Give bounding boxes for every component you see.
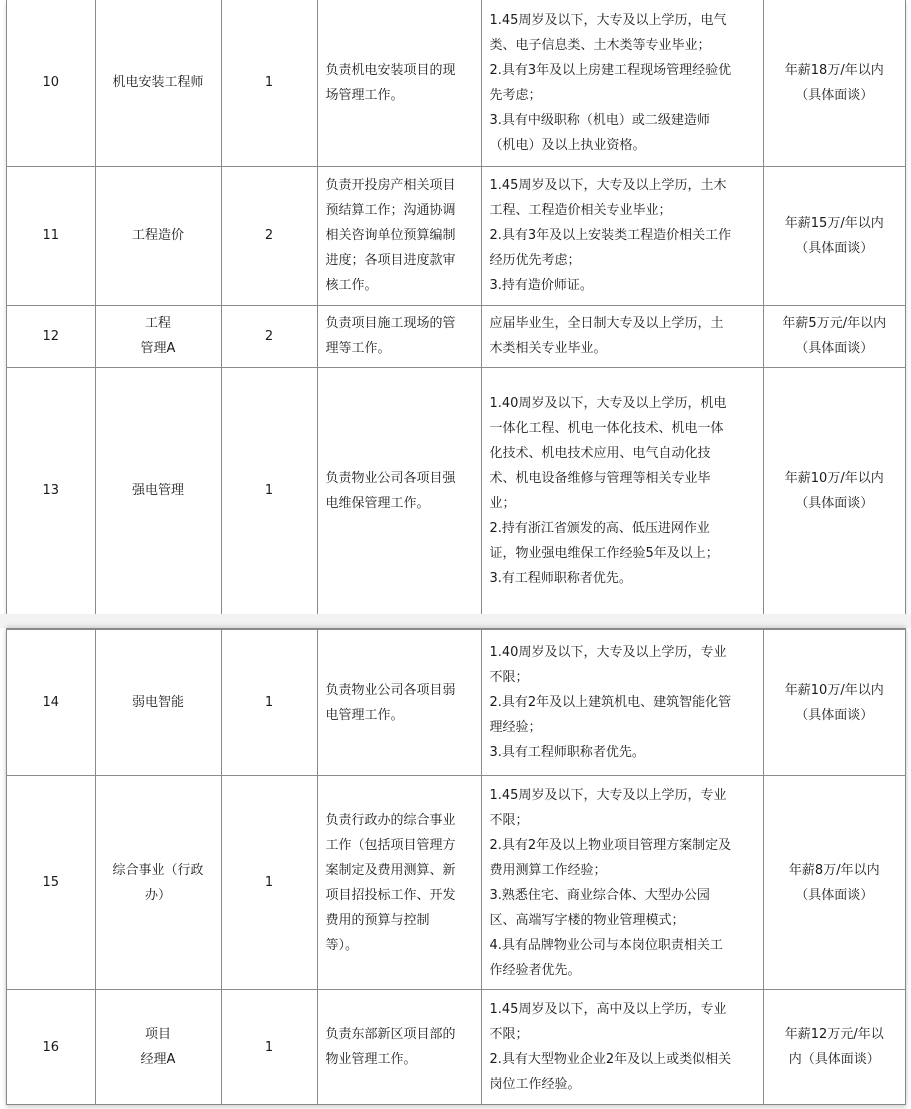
cell-requirements-line: 化技术、机电技术应用、电气自动化技: [489, 445, 711, 461]
cell-number: 15: [7, 776, 95, 990]
cell-requirements-line: 术、机电设备维修与管理等相关专业毕: [489, 470, 711, 486]
cell-requirements-line: 应届毕业生，全日制大专及以上学历，土: [489, 316, 724, 331]
cell-salary-line: 年薪5万元/年以内: [782, 316, 887, 331]
cell-requirements-line: 类、电子信息类、土木类等专业毕业；: [489, 37, 711, 53]
cell-salary: [763, 0, 905, 166]
cell-requirements: [481, 990, 763, 1105]
cell-headcount: 1: [221, 990, 317, 1105]
cell-duty-line: 进度；各项目进度款审: [325, 253, 456, 268]
cell-duty-line: 案制定及费用测算、新: [325, 862, 456, 878]
cell-duty: [317, 367, 481, 614]
cell-requirements-line: 先考虑；: [489, 87, 542, 103]
cell-position-line: 弱电智能: [131, 695, 184, 710]
cell-position-line: 项目: [144, 1027, 171, 1043]
page-gap: [0, 614, 911, 628]
cell-number: 16: [7, 990, 95, 1105]
cell-requirements: [481, 776, 763, 990]
cell-salary-line: 年薪12万元/年以: [784, 1027, 884, 1043]
cell-duty-line: 负责物业公司各项目强: [325, 470, 456, 486]
cell-salary-line: 年薪10万/年以内: [784, 470, 884, 486]
cell-requirements-line: 3.具有工程师职称者优先。: [489, 745, 645, 760]
cell-position: [95, 166, 221, 305]
cell-duty: [317, 776, 481, 990]
cell-duty-line: 负责物业公司各项目弱: [325, 682, 456, 698]
cell-requirements-line: 2.具有2年及以上物业项目管理方案制定及: [489, 837, 732, 853]
cell-position-line: 综合事业（行政: [112, 862, 204, 878]
cell-requirements-line: 经历优先考虑；: [489, 253, 581, 268]
cell-requirements-line: 工程、工程造价相关专业毕业；: [489, 203, 672, 218]
cell-salary: [763, 630, 905, 776]
cell-requirements-line: 木类相关专业毕业。: [489, 341, 607, 356]
cell-salary: [763, 305, 905, 367]
cell-requirements-line: 1.40周岁及以下，大专及以上学历，机电: [489, 395, 727, 411]
cell-requirements-line: 费用测算工作经验；: [489, 862, 607, 878]
cell-requirements-line: 3.具有中级职称（机电）或二级建造师: [489, 112, 710, 128]
job-table-top: [7, 0, 905, 615]
table-row: [7, 990, 905, 1105]
table-row: [7, 367, 905, 614]
cell-requirements-line: 1.45周岁及以下，大专及以上学历，专业: [489, 787, 727, 803]
cell-salary-line: 年薪18万/年以内: [784, 62, 884, 78]
table-row: [7, 166, 905, 305]
cell-requirements: [481, 305, 763, 367]
cell-requirements-line: 3.有工程师职称者优先。: [489, 570, 632, 586]
cell-duty-line: 核工作。: [325, 278, 378, 293]
cell-salary-line: 内（具体面谈）: [788, 1052, 880, 1068]
cell-duty-line: 预结算工作；沟通协调: [325, 203, 456, 218]
cell-requirements-line: 2.持有浙江省颁发的高、低压进网作业: [489, 520, 710, 536]
cell-position-line: 工程: [144, 316, 171, 331]
cell-position-line: 办）: [144, 887, 171, 903]
cell-requirements-line: 1.45周岁及以下，大专及以上学历，土木: [489, 178, 727, 193]
cell-position-line: 工程造价: [131, 228, 184, 243]
cell-headcount: 2: [221, 305, 317, 367]
cell-duty-line: 费用的预算与控制: [325, 912, 430, 928]
cell-number: 14: [7, 630, 95, 776]
cell-duty-line: 工作（包括项目管理方: [325, 837, 456, 853]
cell-requirements-line: 理经验；: [489, 720, 542, 735]
cell-requirements-line: 3.熟悉住宅、商业综合体、大型办公园: [489, 887, 710, 903]
cell-requirements-line: 2.具有大型物业企业2年及以上或类似相关: [489, 1052, 732, 1068]
cell-position-line: 经理A: [140, 1052, 176, 1068]
cell-requirements-line: 1.40周岁及以下，大专及以上学历，专业: [489, 645, 727, 660]
cell-headcount: 1: [221, 0, 317, 166]
cell-requirements-line: 作经验者优先。: [489, 962, 581, 978]
cell-position: [95, 776, 221, 990]
table-row: [7, 305, 905, 367]
cell-salary-line: （具体面谈）: [795, 495, 874, 511]
cell-duty-line: 电维保管理工作。: [325, 495, 430, 511]
cell-requirements-line: 不限；: [489, 1027, 529, 1043]
cell-requirements-line: 不限；: [489, 812, 529, 828]
cell-requirements-line: 不限；: [489, 670, 529, 685]
cell-position-line: 管理A: [140, 341, 176, 356]
cell-headcount: 1: [221, 367, 317, 614]
cell-duty: [317, 305, 481, 367]
table-row: [7, 630, 905, 776]
cell-headcount: 1: [221, 630, 317, 776]
cell-requirements-line: （机电）及以上执业资格。: [489, 137, 646, 153]
cell-duty-line: 项目招投标工作、开发: [325, 887, 456, 903]
cell-requirements-line: 2.具有3年及以上房建工程现场管理经验优: [489, 62, 732, 78]
cell-requirements-line: 证，物业强电维保工作经验5年及以上；: [489, 545, 719, 561]
cell-salary: [763, 166, 905, 305]
cell-salary-line: （具体面谈）: [795, 707, 874, 723]
cell-duty: [317, 0, 481, 166]
cell-salary: [763, 990, 905, 1105]
cell-salary: [763, 367, 905, 614]
cell-salary-line: （具体面谈）: [795, 341, 874, 356]
cell-position-line: 强电管理: [131, 483, 184, 498]
cell-requirements-line: 业；: [489, 495, 516, 511]
cell-requirements-line: 1.45周岁及以下，高中及以上学历，专业: [489, 1002, 727, 1018]
cell-salary-line: 年薪10万/年以内: [784, 682, 884, 698]
cell-requirements-line: 区、高端写字楼的物业管理模式；: [489, 912, 685, 928]
table-block-bottom: [6, 628, 906, 1105]
cell-duty-line: 负责项目施工现场的管: [325, 316, 456, 331]
cell-duty-line: 负责开投房产相关项目: [325, 178, 456, 193]
cell-duty: [317, 166, 481, 305]
cell-requirements-line: 1.45周岁及以下，大专及以上学历，电气: [489, 12, 727, 28]
cell-position: [95, 0, 221, 166]
cell-salary-line: 年薪8万/年以内: [788, 862, 880, 878]
cell-duty-line: 负责东部新区项目部的: [325, 1027, 456, 1043]
cell-requirements-line: 3.持有造价师证。: [489, 278, 593, 293]
cell-salary-line: （具体面谈）: [795, 240, 874, 256]
cell-position-line: 机电安装工程师: [112, 75, 204, 91]
cell-position: [95, 305, 221, 367]
table-row: [7, 0, 905, 166]
cell-requirements: [481, 0, 763, 166]
job-table-bottom: [7, 629, 905, 1105]
cell-headcount: 1: [221, 776, 317, 990]
cell-duty-line: 等）。: [325, 937, 359, 953]
cell-duty-line: 负责行政办的综合事业: [325, 812, 456, 828]
table-row: [7, 776, 905, 990]
cell-requirements-line: 岗位工作经验。: [489, 1077, 581, 1093]
cell-duty: [317, 630, 481, 776]
cell-duty-line: 理等工作。: [325, 341, 391, 356]
cell-duty: [317, 990, 481, 1105]
cell-headcount: 2: [221, 166, 317, 305]
cell-position: [95, 990, 221, 1105]
cell-number: 10: [7, 0, 95, 166]
cell-requirements: [481, 630, 763, 776]
cell-requirements: [481, 166, 763, 305]
cell-duty-line: 场管理工作。: [325, 87, 404, 103]
cell-duty-line: 电管理工作。: [325, 707, 404, 723]
cell-duty-line: 负责机电安装项目的现: [325, 62, 456, 78]
cell-requirements-line: 2.具有2年及以上建筑机电、建筑智能化管: [489, 695, 732, 710]
cell-salary: [763, 776, 905, 990]
cell-salary-line: （具体面谈）: [795, 887, 874, 903]
cell-position: [95, 630, 221, 776]
cell-salary-line: 年薪15万/年以内: [784, 215, 884, 231]
cell-position: [95, 367, 221, 614]
cell-requirements-line: 4.具有品牌物业公司与本岗位职责相关工: [489, 937, 723, 953]
cell-requirements-line: 一体化工程、机电一体化技术、机电一体: [489, 420, 724, 436]
cell-requirements-line: 2.具有3年及以上安装类工程造价相关工作: [489, 228, 732, 243]
cell-number: 11: [7, 166, 95, 305]
cell-number: 12: [7, 305, 95, 367]
cell-number: 13: [7, 367, 95, 614]
cell-salary-line: （具体面谈）: [795, 87, 874, 103]
cell-duty-line: 物业管理工作。: [325, 1052, 417, 1068]
table-block-top: [6, 0, 906, 615]
cell-duty-line: 相关咨询单位预算编制: [325, 228, 456, 243]
cell-requirements: [481, 367, 763, 614]
